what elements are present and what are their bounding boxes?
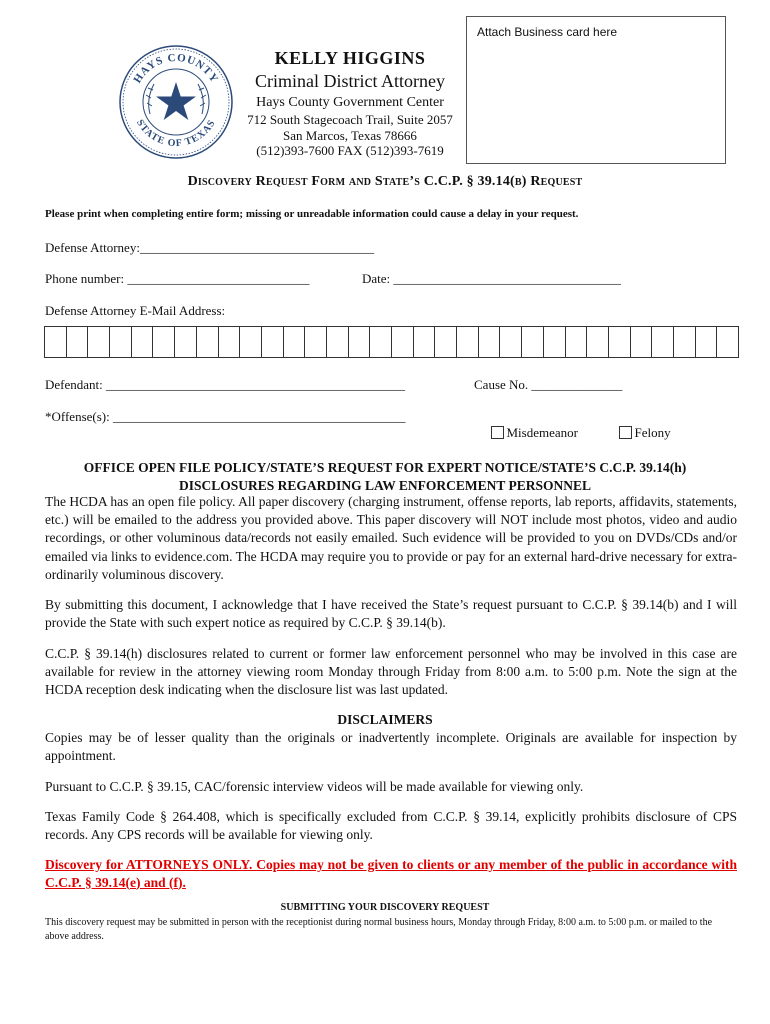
disclaimer-paragraph-3: Texas Family Code § 264.408, which is specifically excluded from C.C.P. § 39.14, explicitly prohibits disclosure of CPS records. Any CPS records will be available for viewing only. [45, 809, 737, 843]
policy-paragraph-1: The HCDA has an open file policy. All paper discovery (charging instrument, offense reports, lab reports, affidavits, statements, etc.) will be emailed to the address you provided above. This paper discovery will NOT include most photos, video and audio recordings, or other voluminous data/records not easily emailed. Such evidence will be provided to you on DVDs/CDs and/or emailed via links to evidence.com. The HCDA may require you to provide or pay for an external hard-drive necessary for extra-ordinarily voluminous discovery. [45, 494, 737, 582]
email-cell[interactable] [652, 327, 674, 357]
attorney-title: Criminal District Attorney [255, 70, 445, 91]
email-cell[interactable] [587, 327, 609, 357]
email-cell[interactable] [717, 327, 738, 357]
misdemeanor-checkbox[interactable] [491, 426, 504, 439]
email-cell[interactable] [479, 327, 501, 357]
policy-heading-line2: DISCLOSURES REGARDING LAW ENFORCEMENT PERSONNEL [178, 477, 592, 493]
defendant-field[interactable]: Defendant: ______________________________________________ [45, 377, 406, 392]
business-card-label: Attach Business card here [477, 25, 618, 39]
misdemeanor-label: Misdemeanor [506, 425, 578, 440]
email-cell[interactable] [175, 327, 197, 357]
email-cell[interactable] [240, 327, 262, 357]
email-cell[interactable] [305, 327, 327, 357]
seal-top-text: HAYS COUNTY [131, 51, 221, 86]
email-cell[interactable] [566, 327, 588, 357]
email-cell[interactable] [67, 327, 89, 357]
email-cell[interactable] [349, 327, 371, 357]
disclaimer-paragraph-1: Copies may be of lesser quality than the originals or inadvertently incomplete. Originals are available for inspection by appointment. [45, 730, 737, 764]
policy-paragraph-3: C.C.P. § 39.14(h) disclosures related to current or former law enforcement personnel who may be involved in this case are available for review in the attorney viewing room Monday through Friday from 8:00 a.m. to 5:00 p.m. Note the sign at the HCDA reception desk indicating when the disclosure list was last updated. [45, 646, 737, 698]
svg-text:STATE OF TEXAS [134, 118, 218, 150]
email-cell[interactable] [435, 327, 457, 357]
email-label: Defense Attorney E-Mail Address: [45, 303, 226, 318]
date-field[interactable]: Date: ___________________________________ [362, 271, 621, 286]
email-cell[interactable] [696, 327, 718, 357]
disclaimer-paragraph-2: Pursuant to C.C.P. § 39.15, CAC/forensic interview videos will be made available for viewing only. [45, 779, 584, 794]
misdemeanor-option[interactable] [484, 409, 578, 441]
office-address-line2: San Marcos, Texas 78666 [283, 127, 417, 143]
email-cell[interactable] [544, 327, 566, 357]
email-cell[interactable] [370, 327, 392, 357]
attorneys-only-warning: Discovery for ATTORNEYS ONLY. Copies may not be given to clients or any member of the public in accordance with C.C.P. § 39.14(e) and (f). [45, 857, 737, 890]
disclaimers-heading: DISCLAIMERS [337, 712, 433, 727]
attorney-name: KELLY HIGGINS [274, 48, 426, 68]
email-cell[interactable] [45, 327, 67, 357]
email-cell[interactable] [609, 327, 631, 357]
office-address-line1: 712 South Stagecoach Trail, Suite 2057 [247, 111, 453, 127]
email-cell[interactable] [392, 327, 414, 357]
email-cell[interactable] [500, 327, 522, 357]
form-instructions: Please print when completing entire form; missing or unreadable information could cause a delay in your request. [45, 208, 579, 220]
email-cell[interactable] [522, 327, 544, 357]
office-header [232, 48, 468, 159]
phone-number-field[interactable]: Phone number: ____________________________ [45, 271, 310, 286]
email-cell[interactable] [674, 327, 696, 357]
policy-heading-line1: OFFICE OPEN FILE POLICY/STATE’S REQUEST FOR EXPERT NOTICE/STATE’S C.C.P. 39.14(h) [83, 460, 687, 475]
policy-heading [40, 459, 730, 494]
business-card-box [466, 16, 726, 164]
felony-checkbox[interactable] [619, 426, 632, 439]
email-cell[interactable] [327, 327, 349, 357]
offenses-field[interactable]: *Offense(s): _____________________________________________ [45, 409, 406, 424]
email-cell[interactable] [110, 327, 132, 357]
felony-label: Felony [634, 425, 671, 440]
office-center: Hays County Government Center [256, 95, 444, 111]
email-cell[interactable] [631, 327, 653, 357]
felony-option[interactable] [612, 409, 671, 441]
email-entry-grid[interactable] [44, 326, 739, 358]
email-cell[interactable] [457, 327, 479, 357]
email-cell[interactable] [262, 327, 284, 357]
seal-bottom-text: STATE OF TEXAS [134, 117, 218, 150]
email-cell[interactable] [219, 327, 241, 357]
email-cell[interactable] [132, 327, 154, 357]
email-cell[interactable] [284, 327, 306, 357]
email-cell[interactable] [414, 327, 436, 357]
office-phone-fax: (512)393-7600 FAX (512)393-7619 [256, 143, 444, 159]
submitting-text: This discovery request may be submitted in person with the receptionist during normal business hours, Monday through Friday, 8:00 a.m. to 5:00 p.m. or mailed to the above address. [45, 917, 713, 942]
email-cell[interactable] [88, 327, 110, 357]
cause-number-field[interactable]: Cause No. ______________ [474, 377, 623, 392]
defense-attorney-field[interactable]: Defense Attorney:____________________________________ [45, 240, 374, 255]
policy-paragraph-2: By submitting this document, I acknowledge that I have received the State’s request pursuant to C.C.P. § 39.14(b) and I will provide the State with such expert notice as required by C.C.P. § 39.14(b). [45, 597, 737, 631]
form-title: Discovery Request Form and State’s C.C.P. § 39.14(b) Request [187, 174, 583, 189]
county-seal-icon [118, 44, 234, 160]
email-cell[interactable] [197, 327, 219, 357]
submitting-heading: SUBMITTING YOUR DISCOVERY REQUEST [280, 902, 490, 913]
email-cell[interactable] [153, 327, 175, 357]
